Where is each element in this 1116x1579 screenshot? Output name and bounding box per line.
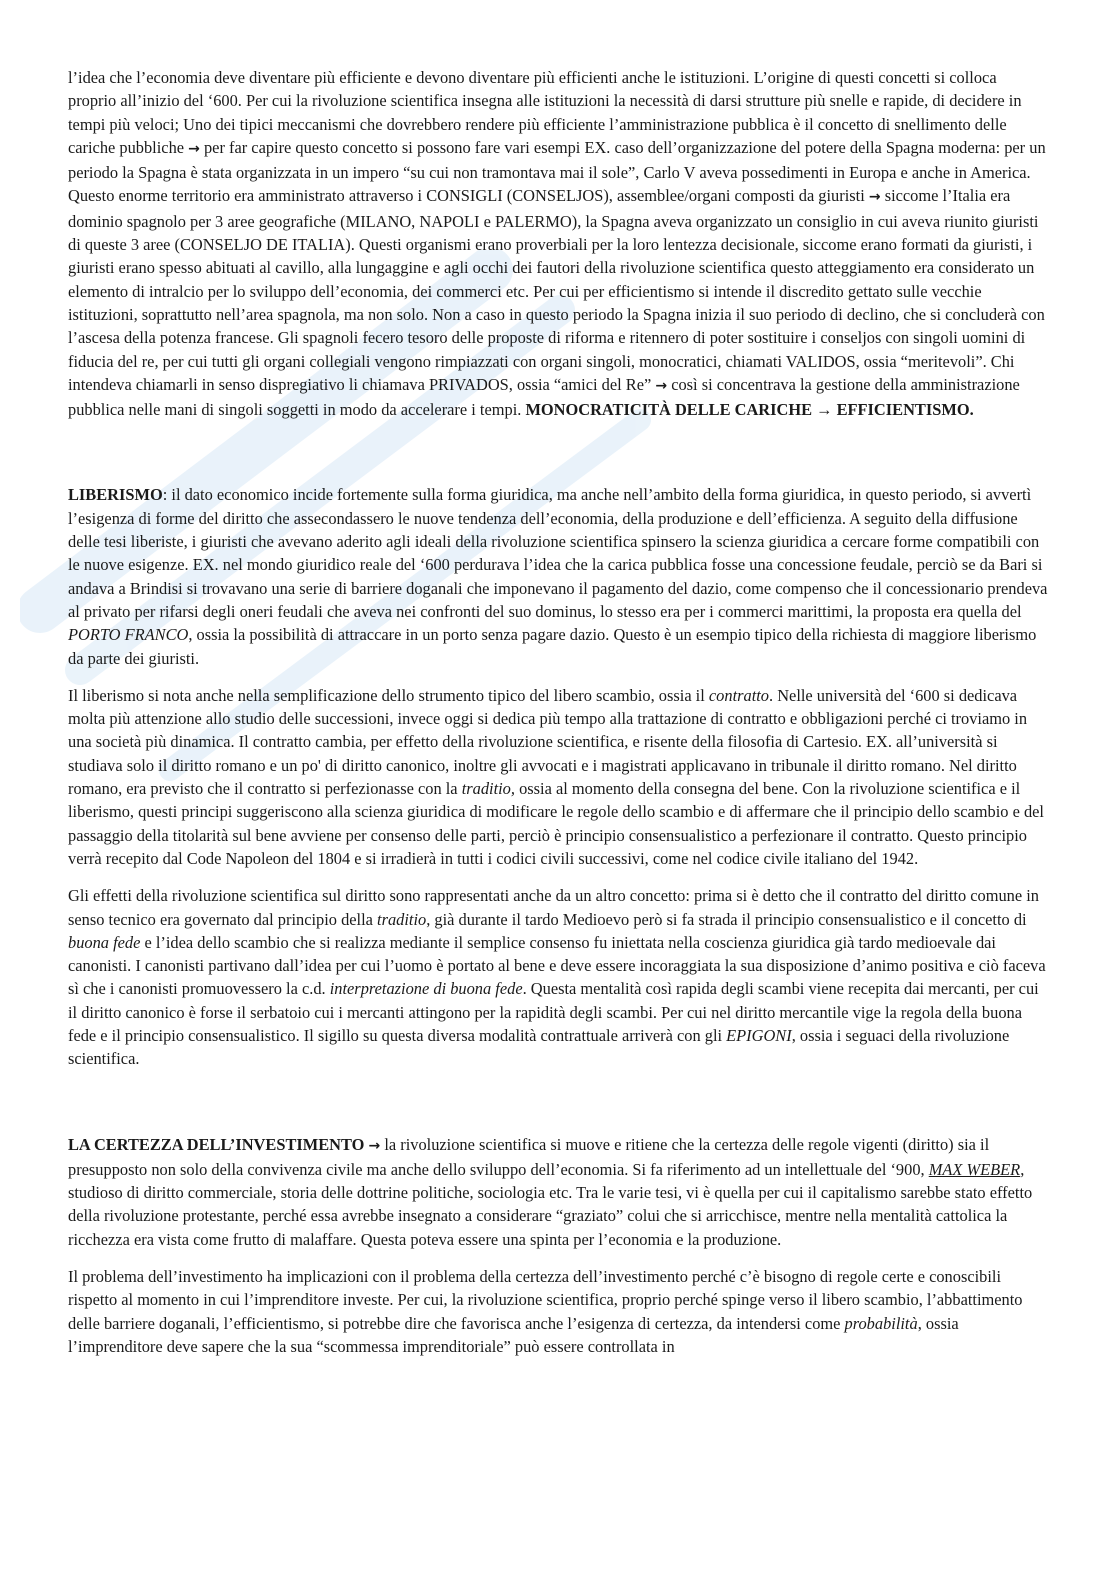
bold-conclusion: MONOCRATICITÀ DELLE CARICHE → EFFICIENTISMO. bbox=[525, 400, 974, 420]
arrow-icon: → bbox=[188, 140, 200, 157]
text-run: ossia al momento della consegna del bene. Con la rivoluzione scientifica e il liberismo, questi principi suggeriscono alla scienza giuridica di modificare le regole dello scambio e di affermare che il principio dello scambio e del passaggio della titolarità sul bene avviene per consenso delle parti, perciò è principio consensualistico a perfezionare il contratto. Questo principio verrà recepito dal Code Napoleon del 1804 e si irradierà in tutti i codici civili successivi, come nel codice civile italiano del 1942. bbox=[68, 779, 1044, 868]
text-run: , ossia la possibilità di attraccare in un porto senza pagare dazio. Questo è un esempio tipico della richiesta di maggiore liberismo da parte dei giuristi. bbox=[68, 625, 1037, 668]
italic-term: traditio, bbox=[461, 779, 515, 799]
text-run: così si concentrava la gestione della amministrazione pubblica nelle mani di singoli soggetti in modo da accelerare i tempi. bbox=[68, 374, 1020, 420]
text-run: la rivoluzione scientifica si muove e ritiene che la certezza delle regole vigenti (diritto) sia il presupposto non solo della convivenza civile ma anche dello sviluppo dell’economia. Si fa riferimento ad un intellettuale del ‘900, bbox=[68, 1134, 990, 1179]
text-run: , già durante il tardo Medioevo però si fa strada il principio consensualistico e il concetto di bbox=[426, 909, 1027, 929]
paragraph-liberismo bbox=[68, 483, 1048, 669]
text-run: l’idea che l’economia deve diventare più efficiente e devono diventare più efficienti anche le istituzioni. L’origine di questi concetti si colloca proprio all’inizio del ‘600. Per cui la rivoluzione scientifica insegna alle istituzioni la necessità di darsi strutture più snelle e rapide, di decidere in tempi più veloci; Uno dei tipici meccanismi che dovrebbero rendere più efficiente l’amministrazione pubblica è il concetto di snellimento delle cariche pubbliche bbox=[68, 68, 1022, 157]
text-run: . Questa mentalità così rapida degli scambi viene recepita dai mercanti, per cui il diritto canonico è forse il serbatoio cui i mercanti attingono per la rapidità degli scambi. Per cui nel diritto mercantile vige la regola della buona fede e il principio consensualistico. Il sigillo su questa diversa modalità contrattuale arriverà con gli bbox=[68, 979, 1039, 1045]
document-page bbox=[68, 66, 1048, 1358]
italic-term: EPIGONI bbox=[726, 1025, 792, 1045]
paragraph-efficientismo bbox=[68, 66, 1048, 421]
max-weber-link[interactable]: MAX WEBER bbox=[928, 1159, 1021, 1179]
text-run: per far capire questo concetto si possono fare vari esempi EX. caso dell’organizzazione del potere della Spagna moderna: per un periodo la Spagna è stata organizzata in un impero “su cui non tramontava mai il sole”, Carlo V aveva possedimenti in Europa e anche in America. Questo enorme territorio era amministrato attraverso i CONSIGLI (CONSELJOS), assemblee/organi composti da giuristi bbox=[68, 137, 1046, 206]
paragraph-buona-fede bbox=[68, 884, 1048, 1070]
text-run: : il dato economico incide fortemente sulla forma giuridica, ma anche nell’ambito della forma giuridica, in questo periodo, si avvertì l’esigenza di forme del diritto che assecondassero le nuove tendenza dell’economia, della produzione e dell’efficienza. A seguito della diffusione delle tesi liberiste, i giuristi che avevano aderito agli ideali della rivoluzione scientifica spinsero la scienza giuridica a cercare forme compatibili con le nuove esigenze. EX. nel mondo giuridico reale del ‘600 perdurava l’idea che la carica pubblica fosse una concessione feudale, perciò se da Bari si andava a Brindisi si trovavano una serie di barriere doganali che imponevano il pagamento del dazio, come compenso che il concessionario prendeva al privato per rifarsi degli oneri feudali che aveva nei confronti del suo dominus, lo stesso era per i commerci marittimi, la proposta era quella del bbox=[68, 485, 1048, 621]
italic-term: PORTO FRANCO bbox=[68, 625, 189, 645]
arrow-icon: → bbox=[368, 1137, 381, 1154]
text-run: . Nelle università del ‘600 si dedicava molta più attenzione allo studio delle successioni, invece oggi si dedica più tempo alla trattazione di contratto e obbligazioni perché ci troviamo in una società più dinamica. Il contratto cambia, per effetto della rivoluzione scientifica, e risente della filosofia di Cartesio. EX. all’università si studiava solo il diritto romano e un po' di diritto canonico, inoltre gli avvocati e i magistrati applicavano in tribunale il diritto romano. Nel diritto romano, era previsto che il contratto si perfezionasse con la bbox=[68, 685, 1028, 799]
arrow-icon: → bbox=[655, 377, 668, 394]
italic-term: buona fede bbox=[68, 932, 141, 952]
italic-term: traditio bbox=[377, 909, 427, 929]
text-run: Il problema dell’investimento ha implicazioni con il problema della certezza dell’investimento perché c’è bisogno di regole certe e conoscibili rispetto al momento in cui l’imprenditore investe. Per cui, la rivoluzione scientifica, proprio perché spinge verso il libero scambio, l’abbattimento delle barriere doganali, l’efficientismo, si potrebbe dire che favorisca anche l’esigenza di certezza, da intendersi come bbox=[68, 1267, 1023, 1333]
paragraph-investimento bbox=[68, 1265, 1048, 1358]
text-run: siccome l’Italia era dominio spagnolo per 3 aree geografiche (MILANO, NAPOLI e PALERMO), la Spagna aveva organizzato un consiglio in cui aveva riunito giuristi di queste 3 aree (CONSELJO DE ITALIA). Questi organismi erano proverbiali per la loro lentezza decisionale, siccome erano formati da giuristi, i giuristi erano spesso abituati al cavillo, alla lungaggine e agli occhi dei fautori della rivoluzione scientifica questo atteggiamento era considerato un elemento di intralcio per lo sviluppo dell’economia, dei commerci etc. Per cui per efficientismo si intende il discredito gettato sulle vecchie istituzioni, soprattutto nell’area spagnola, ma non solo. Non a caso in questo periodo la Spagna inizia il suo periodo di declino, che si concluderà con l’ascesa della potenza francese. Gli spagnoli fecero tesoro delle proposte di riforma e ritennero di poter sostituire i conseljos con singoli uomini di fiducia del re, per cui tutti gli organi collegiali vengono rimpiazzati con organi singoli, monocratici, chiamati VALIDOS, ossia “meritevoli”. Chi intendeva chiamarli in senso dispregiativo li chiamava PRIVADOS, ossia “amici del Re” bbox=[68, 186, 1045, 394]
text-run: , ossia i seguaci della rivoluzione scientifica. bbox=[68, 1025, 1010, 1069]
italic-term: interpretazione di buona fede bbox=[329, 979, 523, 999]
text-run: e l’idea dello scambio che si realizza mediante il semplice consenso fu iniettata nella coscienza giuridica già tardo medioevale dai canonisti. I canonisti partivano dall’idea per cui l’uomo è portato al bene e deve essere incoraggiata la sua disposizione d’animo positiva e ciò faceva sì che i canonisti promuovessero la c.d. bbox=[68, 932, 1046, 999]
text-run: , ossia l’imprenditore deve sapere che la sua “scommessa imprenditoriale” può essere controllata in bbox=[68, 1313, 959, 1356]
section-heading-liberismo: LIBERISMO bbox=[68, 485, 163, 505]
italic-term: probabilità bbox=[844, 1313, 918, 1333]
paragraph-contratto bbox=[68, 684, 1048, 870]
arrow-icon: → bbox=[868, 189, 881, 206]
text-run: Il liberismo si nota anche nella semplificazione dello strumento tipico del libero scambio, ossia il bbox=[68, 685, 709, 705]
text-run: , studioso di diritto commerciale, storia delle dottrine politiche, sociologia etc. Tra le varie tesi, vi è quella per cui il capitalismo sarebbe stato effetto della rivoluzione protestante, perché essa avrebbe insegnato a considerare “graziato” colui che si arricchisce, mentre nella mentalità cattolica la ricchezza era vista come frutto di malaffare. Questa poteva essere una spinta per l’economia e la produzione. bbox=[68, 1159, 1033, 1249]
italic-term: contratto bbox=[708, 685, 770, 705]
paragraph-certezza-investimento bbox=[68, 1133, 1048, 1251]
section-heading-certezza: LA CERTEZZA DELL’INVESTIMENTO bbox=[68, 1134, 365, 1154]
text-run: Gli effetti della rivoluzione scientifica sul diritto sono rappresentati anche da un altro concetto: prima si è detto che il contratto del diritto comune in senso tecnico era governato dal principio della bbox=[68, 886, 1039, 929]
